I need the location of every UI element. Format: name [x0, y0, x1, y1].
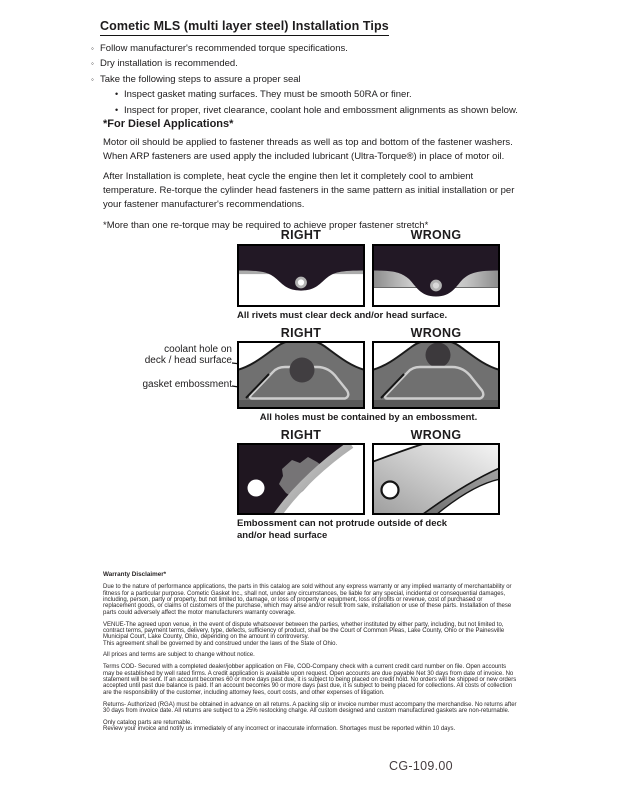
coolant-hole-icon [426, 343, 451, 368]
tip-text: Take the following steps to assure a proper seal [100, 73, 301, 85]
row1-caption: All rivets must clear deck and/or head surface. [237, 310, 448, 321]
list-item [91, 41, 518, 56]
venue-paragraph: VENUE-The agreed upon venue, in the event of dispute whatsoever between the parties, whether instituted by either party, including, but not limited to, contract terms, payment terms, delivery, type, defects, sufficiency of product, shall be the Court of Common Pleas, Lake County, Ohio or the Painesville Municipal Court, Lake County, Ohio, depending on the amount in controversy. [103, 621, 505, 641]
bolt-hole-icon [382, 482, 399, 499]
page-code: CG-109.00 [389, 759, 453, 773]
row3-right-diagram [237, 443, 365, 515]
circle-bullet-icon [91, 56, 100, 71]
circle-bullet-icon [91, 72, 100, 87]
review-paragraph: Review your invoice and notify us immediately of any incorrect or inaccurate information. Shortages must be reported within 10 days. [103, 726, 456, 733]
row1-right-label: RIGHT [280, 228, 322, 242]
tip-text: Follow manufacturer's recommended torque specifications. [100, 43, 348, 54]
dot-bullet-icon [115, 87, 124, 102]
row2-right-label: RIGHT [280, 326, 322, 340]
diesel-paragraph-3: *More than one re-torque may be required to achieve proper fastener stretch* [103, 220, 429, 231]
row3-right-label: RIGHT [280, 428, 322, 442]
row1-wrong-label: WRONG [410, 228, 462, 242]
row2-caption: All holes must be contained by an embossment. [259, 412, 478, 423]
row3-wrong-label: WRONG [410, 428, 462, 442]
bolt-hole-icon [248, 480, 265, 497]
warranty-disclaimer [103, 572, 517, 738]
terms-paragraph: Terms COD- Secured with a completed dealer/jobber application on File, COD-Company check with a current credit card number on file. Open accounts may be established by well rated firms. A credit application is available upon request. Open accounts are due payable Net 30 days from date of invoice. No statement will be sent. If an account becomes 60 or more days past due, it is subject to being placed on credit hold. No orders will be shipped or new orders accepted until past due balance is paid. If an account becomes 90 or more days past due, it is subject to being placed for collections. All costs of collection are the responsibility of the customer, including attorney fees, court costs, and other expenses of litigation. [103, 664, 517, 696]
list-item [91, 72, 518, 87]
coolant-hole-label: coolant hole on deck / head surface [144, 344, 232, 366]
coolant-hole-icon [290, 358, 315, 383]
row2-right-diagram [237, 341, 365, 409]
row1-wrong-diagram [372, 244, 500, 307]
list-item [115, 103, 518, 118]
page-title: Cometic MLS (multi layer steel) Installation Tips [100, 19, 389, 36]
row2-wrong-diagram [372, 341, 500, 409]
returns-paragraph: Returns- Authorized (RGA) must be obtained in advance on all returns. A packing slip or invoice number must accompany the merchandise. No returns after 30 days from invoice date. All returns are subject to a 25% restocking charge. All custom designed and custom manufactured gaskets are non-returnable. [103, 701, 517, 714]
diesel-paragraph-2: After Installation is complete, heat cycle the engine then let it completely cool to ambient temperature. Re-torque the cylinder head fasteners in the same pattern as initial installation or per your fastener manufacturer's recommendations. [103, 171, 515, 210]
tip-text: Inspect for proper, rivet clearance, coolant hole and embossment alignments as shown below. [124, 104, 518, 116]
row1-right-diagram [237, 244, 365, 307]
row3-caption: Embossment can not protrude outside of deck and/or head surface [237, 518, 448, 541]
diesel-paragraph-1: Motor oil should be applied to fastener threads as well as top and bottom of the fastener washers. When ARP fasteners are used apply the included lubricant (Ultra-Torque®) in place of motor oil. [103, 137, 513, 162]
row3-wrong-diagram [372, 443, 500, 515]
tip-text: Dry installation is recommended. [100, 58, 238, 70]
list-item [115, 87, 518, 102]
gasket-embossment-label: gasket embossment [142, 379, 232, 390]
tip-text: Inspect gasket mating surfaces. They must be smooth 50RA or finer. [124, 89, 412, 101]
diesel-heading: *For Diesel Applications* [103, 118, 234, 130]
row2-wrong-label: WRONG [410, 326, 462, 340]
circle-bullet-icon [91, 41, 100, 56]
list-item [91, 56, 518, 71]
warranty-heading: Warranty Disclaimer* [103, 571, 167, 578]
venue-paragraph-2: This agreement shall be governed by and construed under the laws of the State of Ohio. [103, 640, 338, 647]
catalog-paragraph: Only catalog parts are returnable. [103, 719, 193, 726]
tips-list [91, 41, 518, 118]
warranty-paragraph: Due to the nature of performance applications, the parts in this catalog are sold without any express warranty or any implied warranty of merchantability or fitness for a particular purpose. Cometic Gasket Inc., shall not, under any circumstances, be liable for any special, incidental or consequential damages, including, person, party or property, but not limited to, damage, or loss of property or equipment, loss of profits or revenue, cost of purchased or replacement goods, or claims of customers of the purchase, which may arise and/or result from sale, installation or use of these parts. Installation of these parts could adversely affect the motor manufacturers warranty coverage. [103, 584, 512, 616]
prices-paragraph: All prices and terms are subject to change without notice. [103, 652, 255, 659]
dot-bullet-icon [115, 103, 124, 118]
